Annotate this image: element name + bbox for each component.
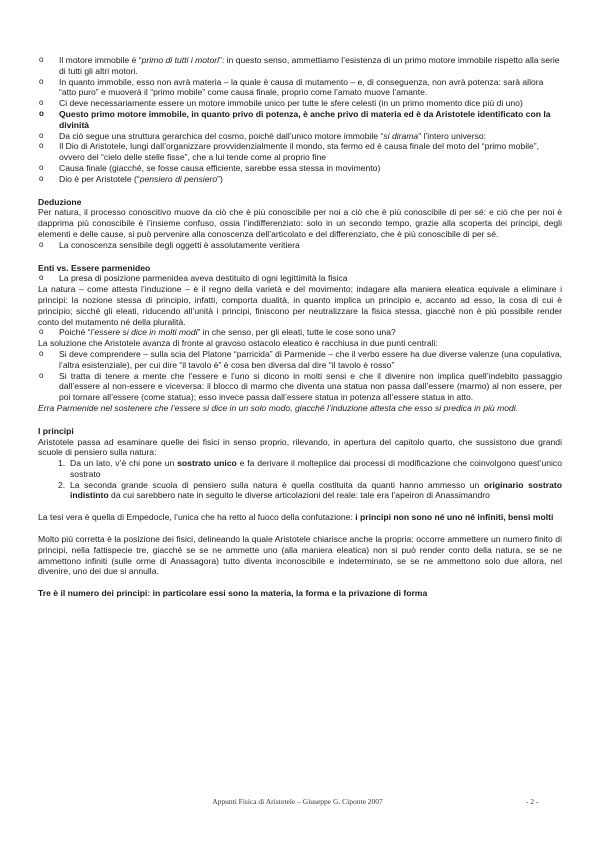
page-number: - 2 - bbox=[526, 797, 539, 806]
paragraph-fisici: Aristotele passa ad esaminare quelle dei fisici in senso proprio, rilevando, in apertura del capitolo quarto, che sussistono due grandi scuole di pensiero sulla natura: bbox=[38, 436, 562, 458]
bullet-struttura-gerarchica: o Da ciò segue una struttura gerarchica del cosmo, poiché dall’unico motore immobile “si dirama” l’intero universo: bbox=[38, 131, 562, 142]
paragraph-posizione-fisici: Molto più corretta è la posizione dei fisici, delineando la quale Aristotele chiarisce anche la propria: occorre ammettere un numero finito di principi, nella fattispecie tre, giacché se se ne ammette uno (alla maniera eleatica) non si può render conto della natura, se se ne ammettono infiniti (sulle orme di Anassagora) tutto diventa inconoscibile e indeterminato, se se ne ammettono solo due allora, nel divenire, uno dei due si annulla. bbox=[38, 534, 562, 577]
section-heading-deduzione: Deduzione bbox=[38, 196, 82, 207]
bullet-verbo-essere: o Si deve comprendere – sulla scia del Platone “parricida” di Parmenide – che il verbo essere ha due diverse valenze (una copulativa, l’altra esistenziale), per cui dire “il tavolo è” è cosa ben diversa dal dire “il tavolo è rosso” bbox=[38, 349, 562, 371]
bullet-motore-immobile: o Il motore immobile è “primo di tutti i motori”: in questo senso, ammettiamo l’esistenza di un primo motore immobile rispetto alla serie di tutti gli altri motori. bbox=[38, 55, 562, 77]
paragraph-soluzione: La soluzione che Aristotele avanza di fronte al gravoso ostacolo eleatico è racchiusa in due punti centrali: bbox=[38, 338, 438, 349]
bullet-causa-finale: o Causa finale (giacché, se fosse causa efficiente, sarebbe essa stessa in movimento) bbox=[38, 163, 562, 174]
bullet-essere-molti-modi: o Poiché “l’essere si dice in molti modi” in che senso, per gli eleati, tutte le cose sono una? bbox=[38, 327, 562, 338]
bullet-divinita: o Questo primo motore immobile, in quanto privo di potenza, è anche privo di materia ed è da Aristotele identificato con la divinità bbox=[38, 109, 562, 131]
bullet-motore-unico: o Ci deve necessariamente essere un motore immobile unico per tutte le sfere celesti (in un primo momento dice più di uno) bbox=[38, 98, 562, 109]
document-body bbox=[38, 55, 562, 599]
paragraph-natura: La natura – come attesta l’induzione – è il regno della varietà e del movimento; indagare alla maniera eleatica equivale a eliminare i principi: la nozione stessa di principio, infatti, comporta dualità, in quanto implica un principio e, accanto ad esso, la cosa di cui è principio; sicché gli eleati, riducendo all’unità i principi, finiscono per neutralizzare la fisica stessa, giacché non è più possibile render conto del mutamento né della pluralità. bbox=[38, 284, 562, 327]
bullet-essere-uno: o Si tratta di tenere a mente che l’essere e l’uno si dicono in molti sensi e che il divenire non implica quell’indebito passaggio dall’essere al non-essere e viceversa: il blocco di marmo che diventa una statua non passa dall’essere (marmo) al non essere, per poi tornare all’essere (come statua); esso invece passa dall’essere statua in potenza all’essere statua in atto. bbox=[38, 371, 562, 403]
paragraph-erra-parmenide: Erra Parmenide nel sostenere che l’essere si dice in un solo modo, giacché l’induzione attesta che esso si predica in più modi. bbox=[38, 402, 519, 413]
paragraph-deduzione: Per natura, il processo conoscitivo muove da ciò che è più conoscibile per noi a ciò che è più conoscibile di per sé: e ciò che per noi è dapprima più conoscibile è l’insieme confuso, ossia l’indifferenziato: solo in un secondo tempo, grazie alla scoperta dei principi, degli elementi e delle cause, si può pervenire alla conoscenza dell’articolato e del differenziato, che è più conoscibile di per sé. bbox=[38, 207, 562, 239]
bullet-dio-aristotele: o Il Dio di Aristotele, lungi dall’organizzare provvidenzialmente il mondo, sta fermo ed è causa finale del moto del “primo mobile”, ovvero del “cielo delle stelle fisse”, che a lui tende come al proprio fine bbox=[38, 141, 562, 163]
section-heading-enti: Enti vs. Essere parmenideo bbox=[38, 262, 151, 273]
numbered-item-1: 1. Da un lato, v’è chi pone un sostrato unico e fa derivare il molteplice dai processi di modificazione che coinvolgono quest’unico sostrato bbox=[58, 458, 562, 479]
bullet-conoscenza-sensibile: o La conoscenza sensibile degli oggetti è assolutamente veritiera bbox=[38, 240, 562, 251]
bullet-immobile-materia: o In quanto immobile, esso non avrà materia – la quale è causa di mutamento – e, di conseguenza, non avrà potenza: sarà allora “atto puro” e muoverà il “primo mobile” come causa finale, proprio come l’amato muove l’amante. bbox=[38, 77, 562, 99]
paragraph-empedocle: La tesi vera è quella di Empedocle, l’unica che ha retto al fuoco della confutazione: i principi non sono né uno né infiniti, bensì molti bbox=[38, 512, 554, 523]
numbered-item-2: 2. La seconda grande scuola di pensiero sulla natura è quella costituita da quanti hanno ammesso un originario sostrato indistinto da cui sarebbero nate in seguito le diverse articolazioni del reale: tale era l’apeiron di Anassimandro bbox=[58, 479, 563, 501]
bullet-pensiero: o Dio è per Aristotele (“pensiero di pensiero”) bbox=[38, 174, 562, 185]
bullet-parmenidea: o La presa di posizione parmenidea aveva destituito di ogni legittimità la fisica bbox=[38, 273, 562, 284]
section-heading-principi: I principi bbox=[38, 425, 74, 436]
footer-title: Appunti Fisica di Aristotele – Giuseppe G. Ciponte 2007 bbox=[212, 797, 383, 806]
paragraph-tre-principi: Tre è il numero dei principi: in particolare essi sono la materia, la forma e la privazione di forma bbox=[38, 588, 428, 599]
